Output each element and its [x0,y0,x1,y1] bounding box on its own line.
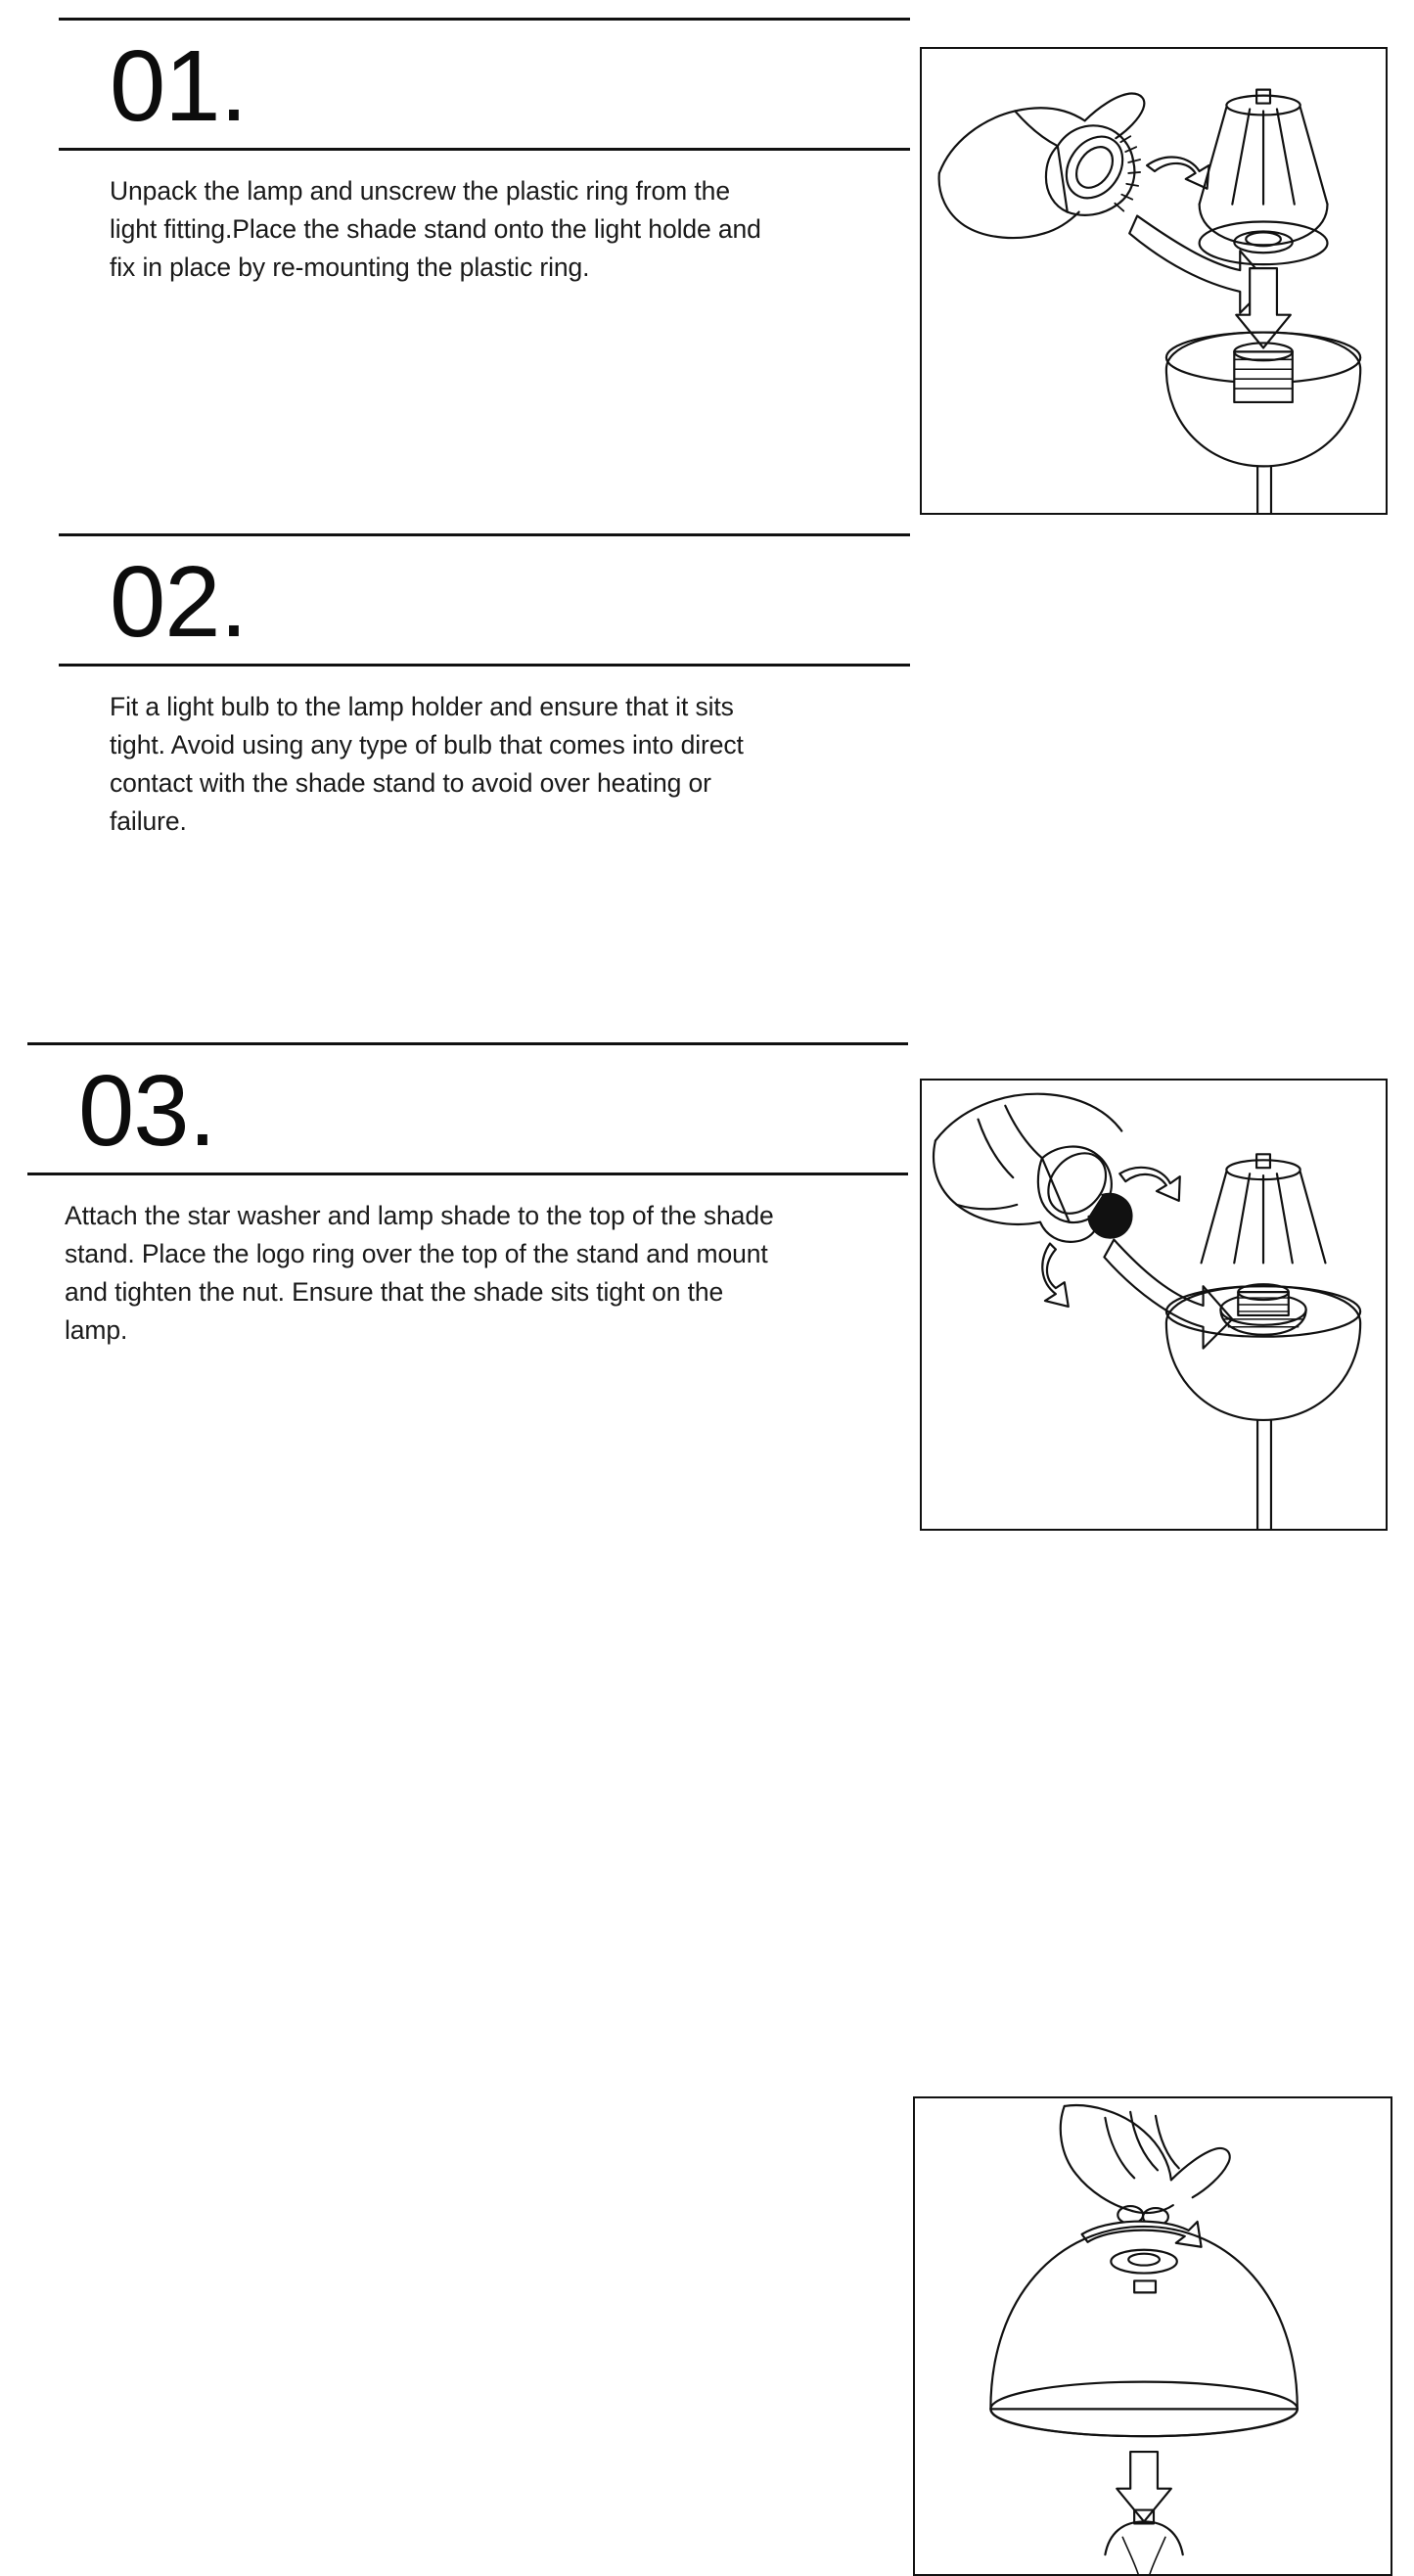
step-1-description: Unpack the lamp and unscrew the plastic ring from the light fitting.Place the shade stand onto the light holde and fix in place by re-mounting the plastic ring. [110,176,761,282]
step-2-description: Fit a light bulb to the lamp holder and ensure that it sits tight. Avoid using any type of bulb that comes into direct contact with the shade stand to avoid over heating or failure. [110,692,744,836]
step-1-top-divider [59,18,910,21]
step-1-illustration [920,47,1388,515]
instruction-step-3 [0,1042,1414,1534]
step-3-number: 03. [78,1054,216,1168]
step-2-number: 02. [110,545,248,659]
instruction-step-1 [0,18,1414,507]
instruction-step-2 [0,533,1414,1023]
step-3-description: Attach the star washer and lamp shade to the top of the shade stand. Place the logo ring over the top of the stand and mount and tighten the nut. Ensure that the shade sits tight on the lamp. [65,1201,774,1345]
step-1-text-column [59,18,910,287]
step-2-top-divider [59,533,910,536]
step-3-illustration [913,2096,1392,2576]
step-2-text-column [59,533,910,841]
step-1-number: 01. [110,29,248,143]
step-3-text-column [27,1042,908,1350]
step-3-top-divider [27,1042,908,1045]
